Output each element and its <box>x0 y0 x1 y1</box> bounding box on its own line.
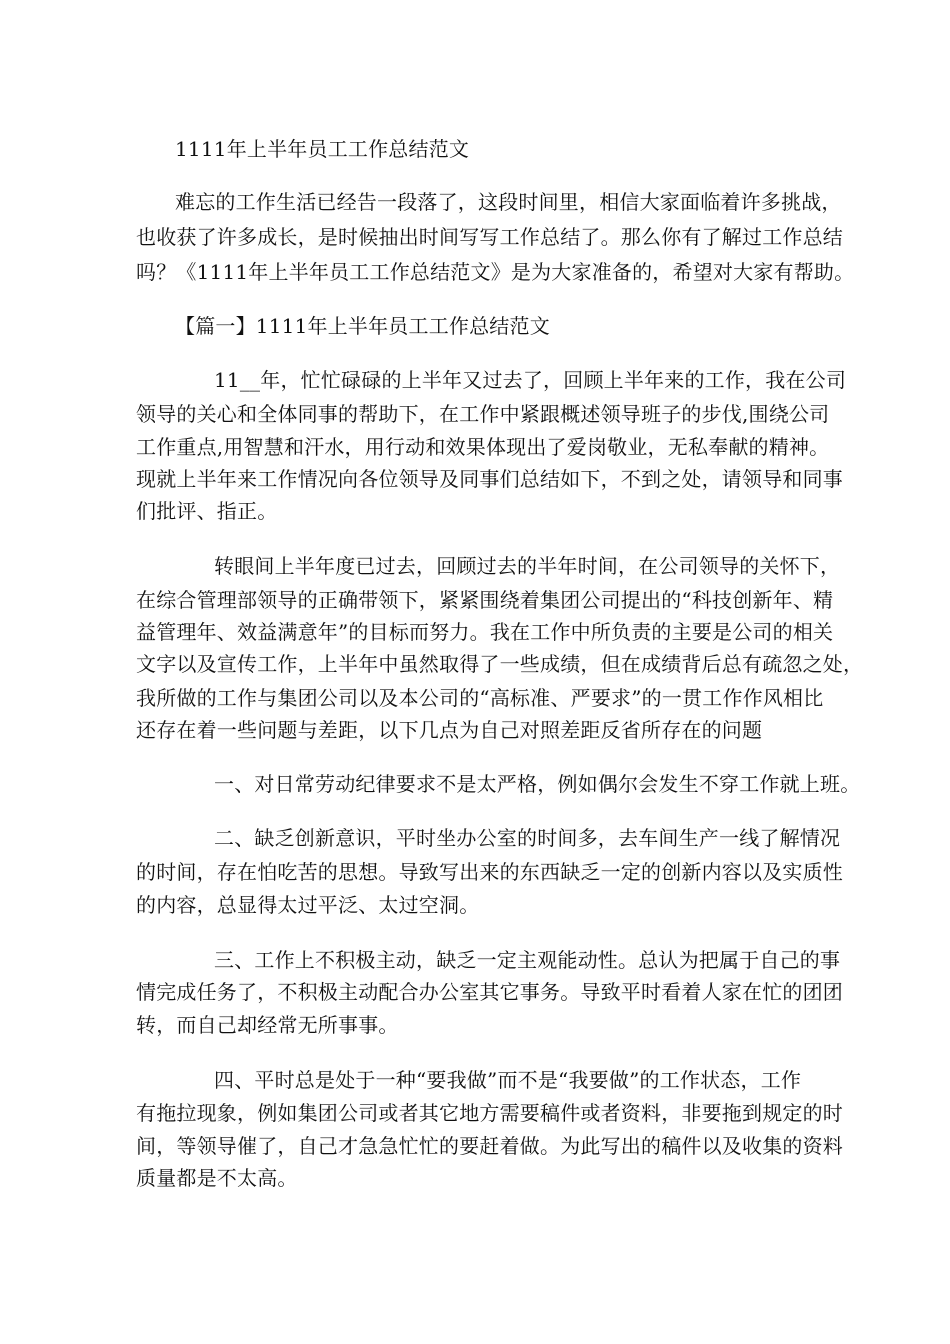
para2-line-5: 我所做的工作与集团公司以及本公司的“高标准、严要求”的一贯工作作风相比 <box>136 686 824 710</box>
item4-line-3: 间，等领导催了，自己才急急忙忙的要赶着做。为此写出的稿件以及收集的资料 <box>136 1134 843 1158</box>
para2-line-4: 文字以及宣传工作，上半年中虽然取得了一些成绩，但在成绩背后总有疏忽之处， <box>136 652 864 676</box>
intro-line-2: 也收获了许多成长，是时候抽出时间写写工作总结了。那么你有了解过工作总结 <box>136 225 843 249</box>
item2-line-1: 二、缺乏创新意识，平时坐办公室的时间多，去车间生产一线了解情况 <box>214 826 841 850</box>
item3-line-2: 情完成任务了，不积极主动配合办公室其它事务。导致平时看着人家在忙的团团 <box>136 980 843 1004</box>
para2-line-1: 转眼间上半年度已过去，回顾过去的半年时间，在公司领导的关怀下， <box>214 554 841 578</box>
para1-line-4: 现就上半年来工作情况向各位领导及同事们总结如下，不到之处，请领导和同事 <box>136 467 843 491</box>
document-title: 1111年上半年员工工作总结范文 <box>175 137 470 161</box>
intro-line-1: 难忘的工作生活已经告一段落了，这段时间里，相信大家面临着许多挑战， <box>175 190 842 214</box>
section-heading: 【篇一】1111年上半年员工工作总结范文 <box>175 314 550 338</box>
item4-line-1: 四、平时总是处于一种“要我做”而不是“我要做”的工作状态，工作 <box>214 1068 802 1092</box>
para1-line-5: 们批评、指正。 <box>136 499 278 523</box>
para1-line-1: 11__年，忙忙碌碌的上半年又过去了，回顾上半年来的工作，我在公司 <box>214 368 847 392</box>
para1-line-3: 工作重点,用智慧和汗水，用行动和效果体现出了爱岗敬业，无私奉献的精神。 <box>136 435 830 459</box>
item2-line-3: 的内容，总显得太过平泛、太过空洞。 <box>136 893 480 917</box>
item1-line-1: 一、对日常劳动纪律要求不是太严格，例如偶尔会发生不穿工作就上班。 <box>214 772 861 796</box>
para1-line-2: 领导的关心和全体同事的帮助下，在工作中紧跟概述领导班子的步伐,围绕公司 <box>136 402 830 426</box>
intro-line-3: 吗？《1111年上半年员工工作总结范文》是为大家准备的，希望对大家有帮助。 <box>136 260 855 284</box>
item2-line-2: 的时间，存在怕吃苦的思想。导致写出来的东西缺乏一定的创新内容以及实质性 <box>136 860 843 884</box>
para2-line-6: 还存在着一些问题与差距，以下几点为自己对照差距反省所存在的问题 <box>136 718 763 742</box>
item4-line-2: 有拖拉现象，例如集团公司或者其它地方需要稿件或者资料，非要拖到规定的时 <box>136 1101 843 1125</box>
para2-line-3: 益管理年、效益满意年”的目标而努力。我在工作中所负责的主要是公司的相关 <box>136 620 834 644</box>
item3-line-1: 三、工作上不积极主动，缺乏一定主观能动性。总认为把属于自己的事 <box>214 948 841 972</box>
item3-line-3: 转，而自己却经常无所事事。 <box>136 1013 399 1037</box>
item4-line-4: 质量都是不太高。 <box>136 1166 298 1190</box>
para2-line-2: 在综合管理部领导的正确带领下，紧紧围绕着集团公司提出的“科技创新年、精 <box>136 588 834 612</box>
